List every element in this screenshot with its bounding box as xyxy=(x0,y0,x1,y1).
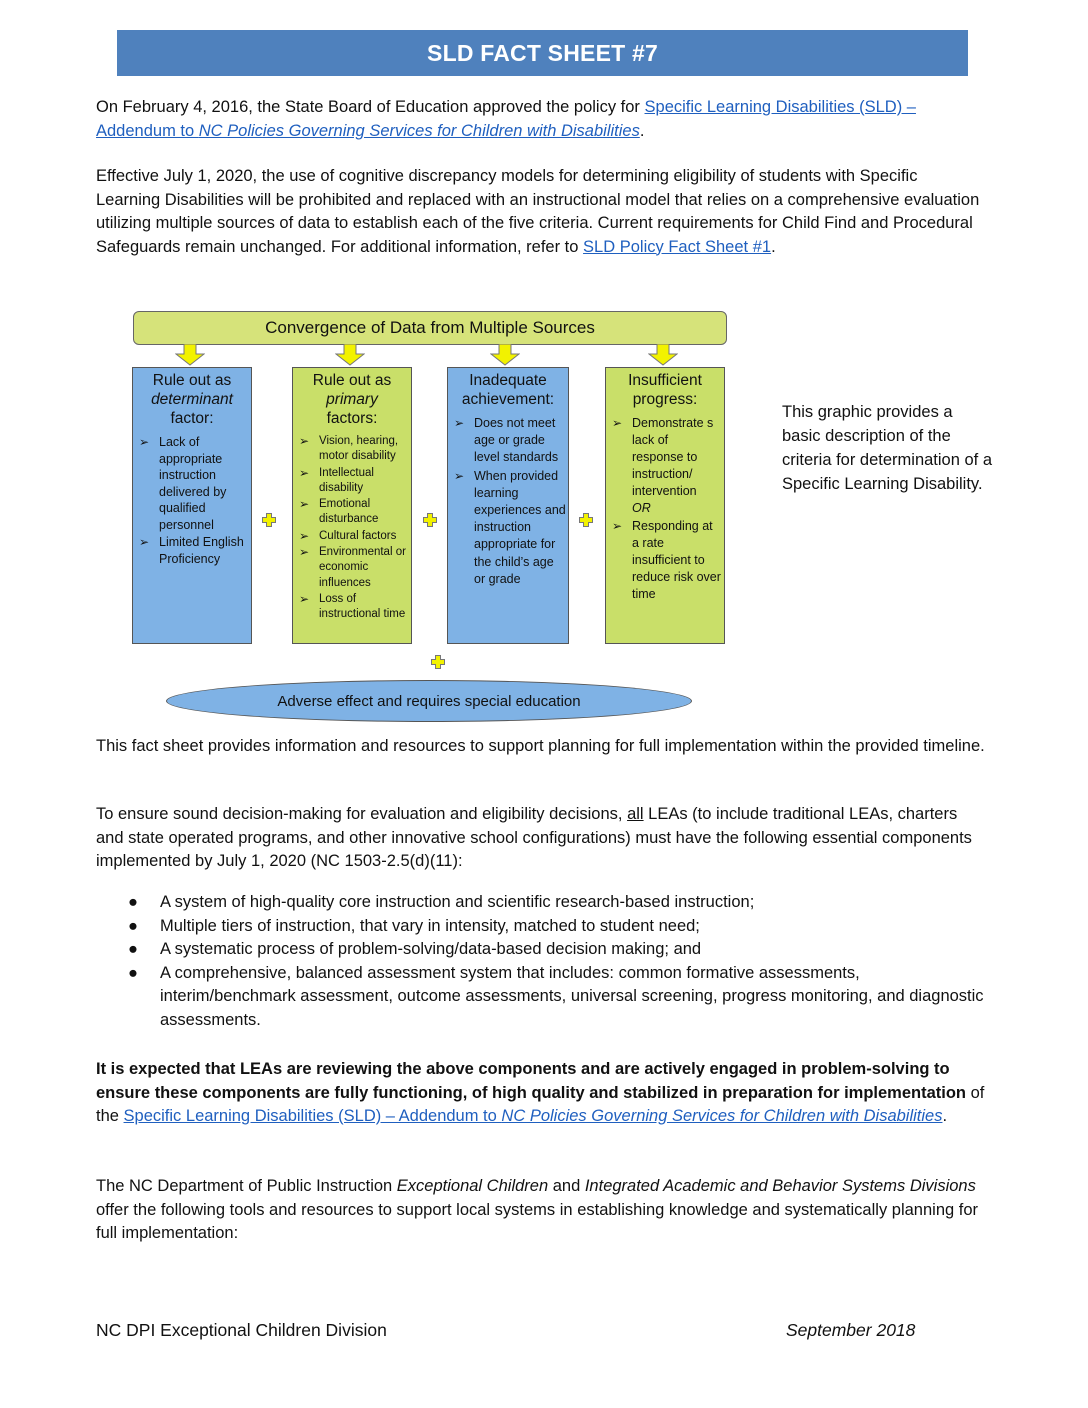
list-item xyxy=(610,415,722,517)
list-item xyxy=(610,518,722,603)
diagram-caption: This graphic provides a basic description of the criteria for determination of a Specific Learning Disability. xyxy=(782,403,993,493)
list-item xyxy=(297,592,409,623)
convergence-bar xyxy=(133,311,727,345)
plus-icon xyxy=(262,513,276,527)
arrow-bullet-icon: ➢ xyxy=(139,535,150,549)
dpi-italic-iabs: Integrated Academic and Behavior Systems Divisions xyxy=(584,1177,976,1195)
down-arrow-icon xyxy=(175,344,205,366)
dpi-text: The NC Department of Public Instruction xyxy=(96,1177,397,1195)
sld-addendum-link-italic[interactable]: NC Policies Governing Services for Children with Disabilities xyxy=(198,121,640,140)
list-item xyxy=(452,468,566,588)
inadequate-achievement-box xyxy=(447,367,569,644)
fact-sheet-title-banner xyxy=(117,30,968,76)
ensure-text-rest: LEAs (to include traditional LEAs, charters and state operated programs, and other innovative school configurations) must have the following essential components implemented by July 1, 2020 (NC 1503-2.5(d)(11): xyxy=(96,805,972,870)
arrow-bullet-icon: ➢ xyxy=(612,416,623,430)
list-item-text: Limited English Proficiency xyxy=(159,535,244,566)
ensure-text: To ensure sound decision-making for evaluation and eligibility decisions, xyxy=(96,805,628,823)
effective-paragraph xyxy=(96,165,986,259)
expected-paragraph xyxy=(96,1058,986,1129)
list-item xyxy=(128,938,988,962)
list-item xyxy=(297,545,409,591)
box-heading xyxy=(606,368,724,409)
list-item xyxy=(128,962,988,1033)
fact-sheet-info-paragraph: This fact sheet provides information and resources to support planning for full implementation within the provided timeline. xyxy=(96,737,985,755)
arrow-bullet-icon: ➢ xyxy=(612,519,623,533)
list-item xyxy=(297,466,409,497)
components-bullet-list xyxy=(128,891,988,1032)
list-item xyxy=(452,415,566,467)
box-heading-line: factor: xyxy=(170,410,214,427)
bullet-icon: ● xyxy=(128,916,138,935)
expected-period: . xyxy=(942,1107,948,1125)
list-item xyxy=(137,534,249,567)
intro-paragraph xyxy=(96,96,986,143)
arrow-bullet-icon: ➢ xyxy=(454,468,465,483)
plus-icon xyxy=(579,513,593,527)
box-heading-italic: primary xyxy=(326,391,378,408)
box-heading xyxy=(448,368,568,409)
list-item-text: Loss of instructional time xyxy=(319,592,406,621)
box-heading-line: Rule out as xyxy=(152,372,232,389)
list-item-text: Responding at a rate insufficient to reduce risk over time xyxy=(632,519,721,601)
list-item-text: Demonstrate s lack of response to instruction/ intervention xyxy=(632,416,714,498)
box-heading-line: Insufficient xyxy=(628,372,702,389)
arrow-bullet-icon: ➢ xyxy=(299,497,310,512)
list-item xyxy=(128,891,988,915)
down-arrow-icon xyxy=(490,344,520,366)
insufficient-progress-box xyxy=(605,367,725,644)
list-item-text: Vision, hearing, motor disability xyxy=(319,435,399,463)
list-item xyxy=(128,915,988,939)
sld-addendum-link-2-text[interactable]: Specific Learning Disabilities (SLD) – Addendum to xyxy=(123,1107,502,1125)
list-item xyxy=(137,434,249,533)
list-item-text: Multiple tiers of instruction, that vary in intensity, matched to student need; xyxy=(160,916,700,935)
primary-factors-box xyxy=(292,367,412,644)
footer-date: September 2018 xyxy=(786,1320,916,1340)
list-item-text: Cultural factors xyxy=(319,529,397,542)
box-heading xyxy=(293,368,411,428)
box-heading-line: Rule out as xyxy=(312,372,392,389)
ensure-underlined-all: all xyxy=(627,805,644,823)
arrow-bullet-icon: ➢ xyxy=(139,435,150,449)
sld-addendum-link-text[interactable]: Specific Learning Disabilities (SLD) – Addendum to xyxy=(96,98,916,140)
sld-addendum-link-2[interactable] xyxy=(124,1107,943,1125)
expected-mid-text: of the xyxy=(96,1083,985,1125)
list-item-text: A systematic process of problem-solving/data-based decision making; and xyxy=(160,940,702,958)
list-item-text: Intellectual disability xyxy=(319,466,374,494)
sld-criteria-diagram xyxy=(128,308,768,738)
list-item-text: Lack of appropriate instruction delivered by qualified personnel xyxy=(159,435,227,532)
expected-bold-text: It is expected that LEAs are reviewing the above components and are actively engaged in problem-solving to ensure these components are fully functioning, of high quality and stabilized in preparation for implementation xyxy=(96,1060,967,1102)
dpi-resources-paragraph xyxy=(96,1175,986,1246)
intro-period: . xyxy=(639,121,645,140)
list-item-text: A comprehensive, balanced assessment system that includes: common formative assessments, interim/benchmark assessment, outcome assessments, universal screening, progress monitoring, and diagnostic assessments. xyxy=(160,963,984,1029)
arrow-bullet-icon: ➢ xyxy=(299,434,310,448)
list-item-text: Environmental or economic influences xyxy=(319,546,406,589)
box-heading-italic: determinant xyxy=(151,391,233,408)
arrow-bullet-icon: ➢ xyxy=(454,416,465,430)
list-item-text: When provided learning experiences and instruction appropriate for the child’s age or grade xyxy=(474,468,566,586)
plus-icon xyxy=(423,513,437,527)
determinant-factor-box xyxy=(132,367,252,644)
sld-addendum-link-2-italic[interactable]: NC Policies Governing Services for Children with Disabilities xyxy=(501,1107,943,1125)
arrow-bullet-icon: ➢ xyxy=(299,465,310,480)
list-item-text: A system of high-quality core instruction and scientific research-based instruction; xyxy=(160,893,755,911)
adverse-effect-label: Adverse effect and requires special education xyxy=(277,692,581,710)
or-label: OR xyxy=(632,501,651,515)
list-item-text: Emotional disturbance xyxy=(319,498,379,526)
down-arrow-icon xyxy=(335,344,365,366)
box-heading-line: Inadequate xyxy=(469,372,547,389)
intro-text: On February 4, 2016, the State Board of Education approved the policy for xyxy=(96,98,645,116)
arrow-bullet-icon: ➢ xyxy=(299,545,310,560)
bullet-icon: ● xyxy=(128,893,138,911)
dpi-italic-ec: Exceptional Children xyxy=(396,1177,549,1195)
footer-division: NC DPI Exceptional Children Division xyxy=(96,1320,387,1340)
down-arrow-icon xyxy=(648,344,678,366)
list-item-text: Does not meet age or grade level standards xyxy=(474,416,559,465)
effective-text: Effective July 1, 2020, the use of cognitive discrepancy models for determining eligibility of students with Specific Learning Disabilities will be prohibited and replaced with an instructional model that relies on a comprehensive evaluation utilizing multiple sources of data to establish each of the five criteria. Current requirements for Child Find and Procedural Safeguards remain unchanged. For additional information, refer to xyxy=(96,167,980,256)
plus-icon xyxy=(431,655,445,669)
convergence-label: Convergence of Data from Multiple Sources xyxy=(265,318,595,337)
fact-sheet-title: SLD FACT SHEET #7 xyxy=(427,39,658,66)
list-item xyxy=(297,434,409,465)
ensure-paragraph xyxy=(96,803,986,874)
dpi-text: and xyxy=(548,1177,585,1195)
adverse-effect-ellipse xyxy=(166,680,692,722)
box-heading-line: achievement: xyxy=(461,391,555,408)
arrow-bullet-icon: ➢ xyxy=(299,591,310,606)
bullet-icon: ● xyxy=(128,963,138,982)
effective-period: . xyxy=(771,237,776,256)
box-heading xyxy=(133,368,251,428)
list-item xyxy=(297,529,409,544)
bullet-icon: ● xyxy=(128,940,138,958)
sld-policy-fact-sheet-1-link[interactable]: SLD Policy Fact Sheet #1 xyxy=(583,237,772,256)
arrow-bullet-icon: ➢ xyxy=(299,528,310,543)
box-heading-line: progress: xyxy=(632,391,698,408)
list-item xyxy=(297,497,409,528)
dpi-text: offer the following tools and resources to support local systems in establishing knowledge and systematically planning for full implementation: xyxy=(96,1200,979,1242)
box-heading-line: factors: xyxy=(326,410,378,427)
